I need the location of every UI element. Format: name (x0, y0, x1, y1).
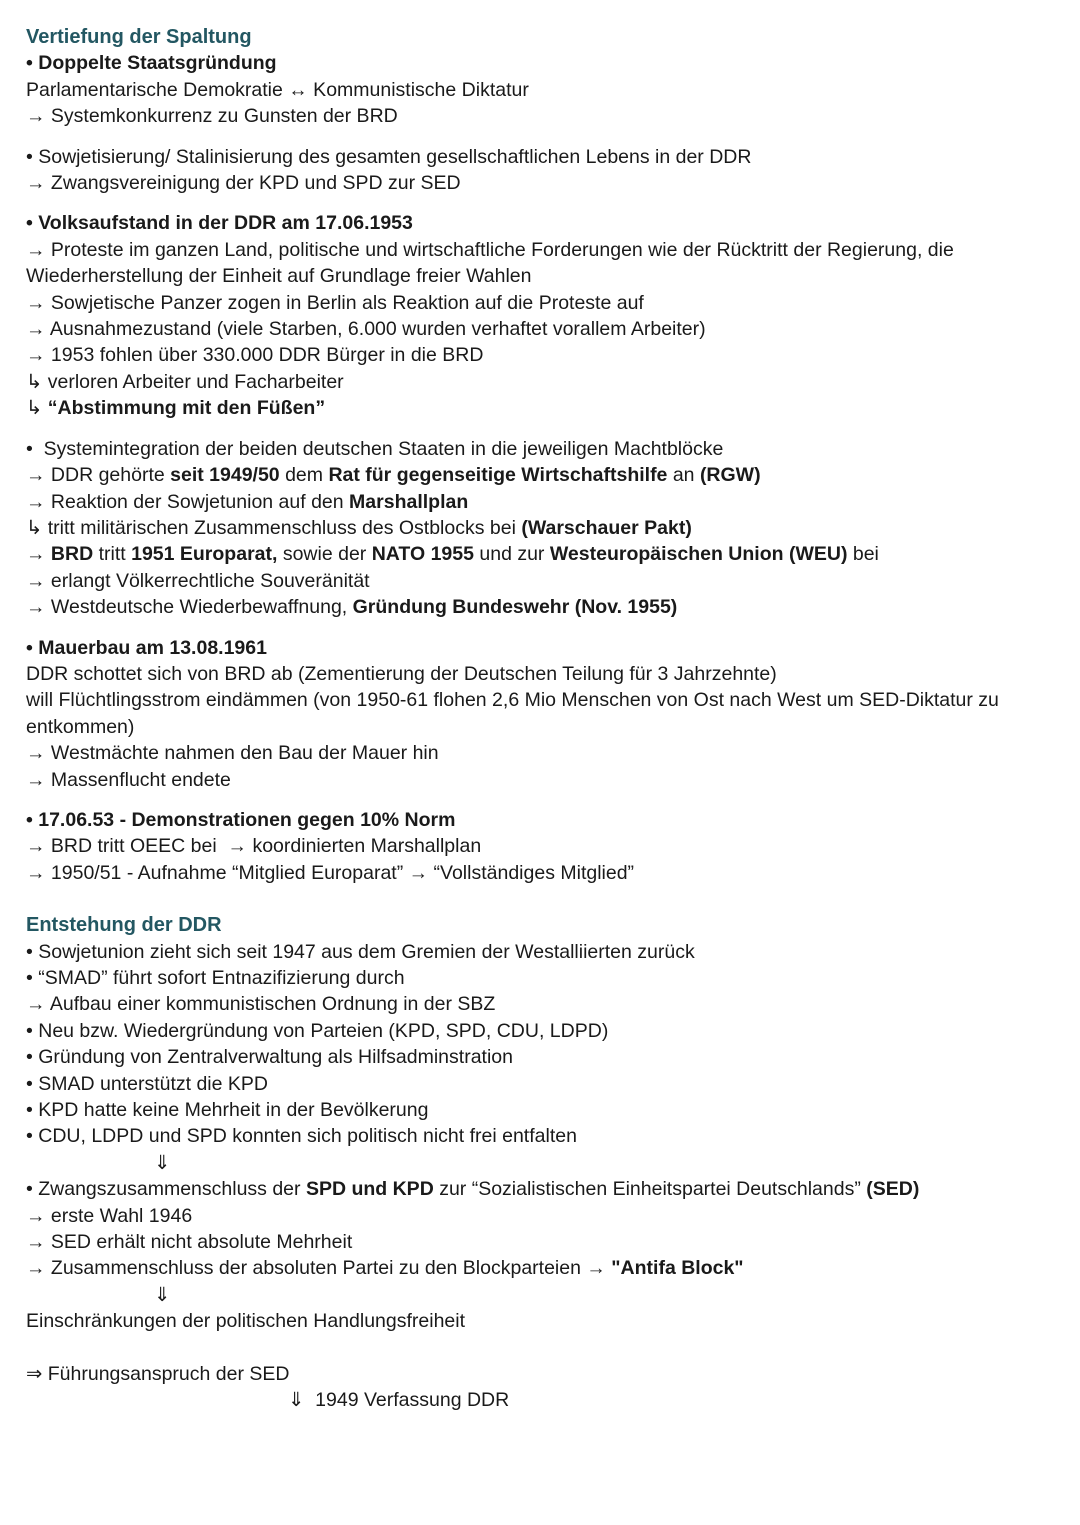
text-line: → 1950/51 - Aufnahme “Mitglied Europarat” → “Vollständiges Mitglied” (26, 861, 635, 884)
text-line: Einschränkungen der politischen Handlungsfreiheit (26, 1310, 466, 1333)
text-line: → Aufbau einer kommunistischen Ordnung in der SBZ (26, 993, 496, 1016)
text-line: Parlamentarische Demokratie ↔ Kommunistische Diktatur (26, 78, 529, 101)
text-line: → SED erhält nicht absolute Mehrheit (26, 1231, 353, 1254)
text-line: → BRD tritt 1951 Europarat, sowie der NATO 1955 und zur Westeuropäischen Union (WEU) bei (26, 543, 879, 566)
down-arrow-icon: ⇓ (154, 1151, 171, 1174)
block-title-volksaufstand: • Volksaufstand in der DDR am 17.06.1953 (26, 212, 413, 235)
text-line: • Gründung von Zentralverwaltung als Hilfsadminstration (26, 1046, 513, 1069)
text-line: → Ausnahmezustand (viele Starben, 6.000 wurden verhaftet vorallem Arbeiter) (26, 318, 706, 341)
text-line: ⇒ Führungsanspruch der SED (26, 1362, 290, 1385)
text-line: ⇓ 1949 Verfassung DDR (288, 1389, 510, 1412)
text-line: • KPD hatte keine Mehrheit in der Bevölkerung (26, 1099, 429, 1122)
text-line: → Sowjetische Panzer zogen in Berlin als Reaktion auf die Proteste auf (26, 291, 644, 314)
text-line: → BRD tritt OEEC bei → koordinierten Marshallplan (26, 835, 482, 858)
text-line: • Sowjetunion zieht sich seit 1947 aus dem Gremien der Westalliierten zurück (26, 940, 695, 963)
text-line: will Flüchtlingsstrom eindämmen (von 1950-61 flohen 2,6 Mio Menschen von Ost nach West um SED-Diktatur zu (26, 689, 999, 712)
block-title-staatsgruendung: • Doppelte Staatsgründung (26, 52, 277, 75)
document-page (26, 24, 1056, 1414)
text-line: → Westdeutsche Wiederbewaffnung, Gründung Bundeswehr (Nov. 1955) (26, 596, 678, 619)
text-line: → erste Wahl 1946 (26, 1204, 193, 1227)
text-line: ↳ verloren Arbeiter und Facharbeiter (26, 370, 344, 393)
text-line: → Zusammenschluss der absoluten Partei zu den Blockparteien → "Antifa Block" (26, 1257, 744, 1280)
text-line: → Reaktion der Sowjetunion auf den Marshallplan (26, 490, 469, 513)
text-line: Wiederherstellung der Einheit auf Grundlage freier Wahlen (26, 265, 532, 288)
text-line: ↳ “Abstimmung mit den Füßen” (26, 397, 326, 420)
text-line: ↳ tritt militärischen Zusammenschluss des Ostblocks bei (Warschauer Pakt) (26, 516, 692, 539)
text-line: • Systemintegration der beiden deutschen Staaten in die jeweiligen Machtblöcke (26, 437, 724, 460)
text-line: → Systemkonkurrenz zu Gunsten der BRD (26, 105, 398, 128)
text-line: → DDR gehörte seit 1949/50 dem Rat für gegenseitige Wirtschaftshilfe an (RGW) (26, 464, 761, 487)
text-line: → Proteste im ganzen Land, politische und wirtschaftliche Forderungen wie der Rücktritt der Regierung, die (26, 238, 954, 261)
text-line: DDR schottet sich von BRD ab (Zementierung der Deutschen Teilung für 3 Jahrzehnte) (26, 662, 777, 685)
text-line: → 1953 fohlen über 330.000 DDR Bürger in die BRD (26, 344, 484, 367)
down-arrow-icon: ⇓ (154, 1283, 171, 1306)
block-title-mauerbau: • Mauerbau am 13.08.1961 (26, 636, 267, 659)
text-line: • “SMAD” führt sofort Entnazifizierung durch (26, 967, 405, 989)
block-title-demonstrationen: • 17.06.53 - Demonstrationen gegen 10% Norm (26, 808, 456, 831)
text-line: • Sowjetisierung/ Stalinisierung des gesamten gesellschaftlichen Lebens in der DDR (26, 145, 752, 168)
text-line: • Zwangszusammenschluss der SPD und KPD zur “Sozialistischen Einheitspartei Deutschlands” (SED) (26, 1178, 920, 1201)
section-heading-spaltung: Vertiefung der Spaltung (26, 26, 252, 48)
text-line: • SMAD unterstützt die KPD (26, 1072, 268, 1095)
text-line: • Neu bzw. Wiedergründung von Parteien (KPD, SPD, CDU, LDPD) (26, 1019, 609, 1042)
text-line: → Zwangsvereinigung der KPD und SPD zur SED (26, 172, 461, 195)
text-line: → Massenflucht endete (26, 768, 231, 791)
text-line: → Westmächte nahmen den Bau der Mauer hin (26, 742, 439, 765)
section-heading-entstehung-ddr: Entstehung der DDR (26, 914, 222, 937)
text-line: entkommen) (26, 715, 135, 738)
text-line: → erlangt Völkerrechtliche Souveränität (26, 569, 370, 592)
text-line: • CDU, LDPD und SPD konnten sich politisch nicht frei entfalten (26, 1125, 577, 1148)
